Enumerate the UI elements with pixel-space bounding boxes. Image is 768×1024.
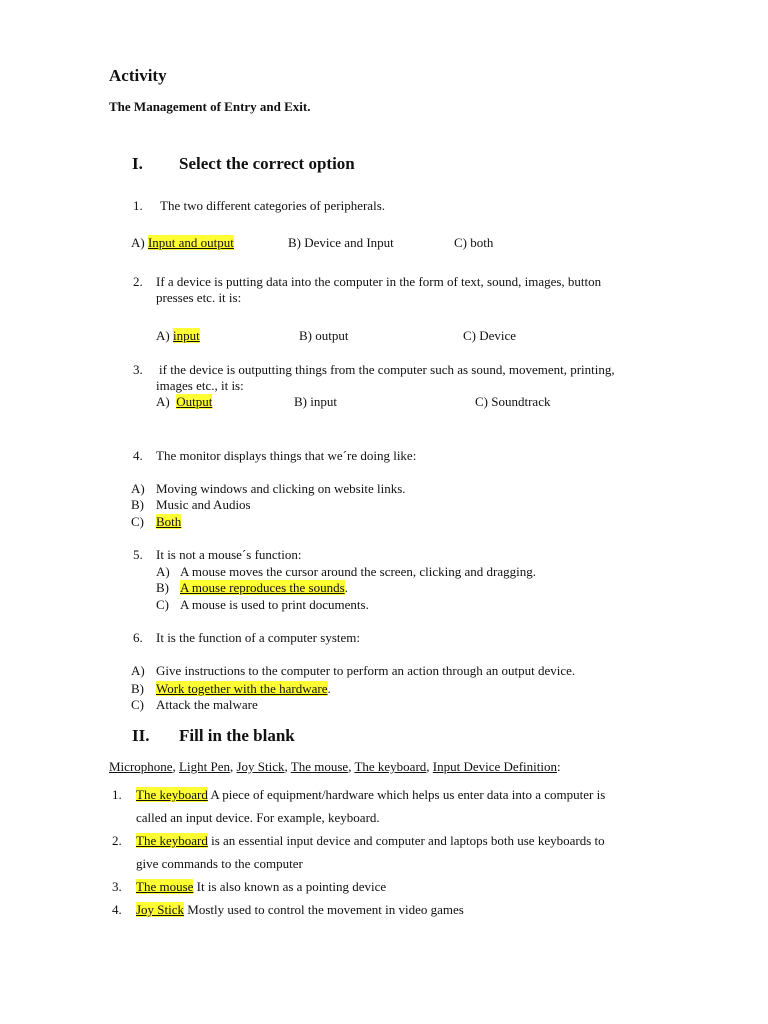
fill-item-1-line1	[136, 787, 605, 803]
q5-answer-highlight: A mouse reproduces the sounds	[180, 580, 345, 595]
word-bank-separator: ,	[284, 759, 291, 774]
q2-option-a-letter: A)	[156, 328, 170, 343]
q4-option-c	[156, 514, 181, 530]
q3-answer-highlight: Output	[176, 394, 213, 409]
fill-item-1-text: A piece of equipment/hardware which helps us enter data into a computer is	[207, 787, 606, 802]
q5-option-a: A mouse moves the cursor around the screen, clicking and dragging.	[180, 564, 536, 579]
q2-answer-highlight: input	[172, 328, 200, 343]
fill-item-4-number: 4.	[112, 902, 122, 917]
q5-option-a-letter: A)	[156, 564, 170, 579]
fill-item-4-text: Mostly used to control the movement in video games	[184, 902, 464, 917]
q6-option-a: Give instructions to the computer to perform an action through an output device.	[156, 663, 576, 678]
q1-option-a-letter: A)	[131, 235, 145, 250]
fill-item-4-line1	[136, 902, 464, 918]
fill-item-3-answer: The mouse	[136, 879, 194, 894]
fill-item-2-answer: The keyboard	[136, 833, 208, 848]
q3-option-c: C) Soundtrack	[475, 394, 551, 409]
q5-option-b	[180, 580, 348, 596]
word-bank-item: Light Pen	[179, 759, 230, 774]
q6-option-b	[156, 681, 331, 697]
q5-option-c: A mouse is used to print documents.	[180, 597, 369, 612]
q3-text-line2: images etc., it is:	[156, 378, 244, 393]
q5-number: 5.	[133, 547, 143, 562]
word-bank-separator: ,	[229, 759, 237, 774]
q2-option-b: B) output	[299, 328, 349, 343]
q6-option-a-letter: A)	[131, 663, 145, 678]
q5-option-b-letter: B)	[156, 580, 169, 595]
q4-option-a: Moving windows and clicking on website links.	[156, 481, 406, 496]
q1-option-a	[131, 235, 234, 251]
fill-item-3-line1	[136, 879, 386, 895]
q6-option-b-tail: .	[327, 681, 331, 696]
fill-item-1-line2: called an input device. For example, keyboard.	[136, 810, 380, 825]
q4-option-b-letter: B)	[131, 497, 144, 512]
q2-number: 2.	[133, 274, 143, 289]
q2-text-line1: If a device is putting data into the computer in the form of text, sound, images, button	[156, 274, 602, 289]
q4-text: The monitor displays things that we´re doing like:	[156, 448, 417, 463]
word-bank-item: Microphone	[109, 759, 173, 774]
q1-answer-highlight: Input and output	[147, 235, 234, 250]
q5-option-b-tail: .	[344, 580, 348, 595]
q4-option-b: Music and Audios	[156, 497, 251, 512]
q6-text: It is the function of a computer system:	[156, 630, 360, 645]
q2-option-a	[156, 328, 200, 344]
fill-item-2-number: 2.	[112, 833, 122, 848]
q6-option-c: Attack the malware	[156, 697, 258, 712]
word-bank-separator: ,	[426, 759, 433, 774]
word-bank-item: Joy Stick	[236, 759, 285, 774]
q5-text: It is not a mouse´s function:	[156, 547, 302, 562]
page-title: Activity	[109, 66, 167, 85]
q4-number: 4.	[133, 448, 143, 463]
word-bank-item: The mouse	[290, 759, 349, 774]
word-bank-item: Input Device Definition	[432, 759, 557, 774]
q6-number: 6.	[133, 630, 143, 645]
q1-option-b: B) Device and Input	[288, 235, 394, 250]
fill-item-2-line2: give commands to the computer	[136, 856, 303, 871]
section-2-heading: Fill in the blank	[179, 726, 295, 745]
q2-text-line2: presses etc. it is:	[156, 290, 242, 305]
section-1-numeral: I.	[132, 154, 143, 173]
q3-option-a	[156, 394, 212, 410]
section-1-heading: Select the correct option	[179, 154, 355, 173]
q3-option-b: B) input	[294, 394, 337, 409]
fill-item-1-number: 1.	[112, 787, 122, 802]
q1-text: The two different categories of peripherals.	[160, 198, 385, 213]
fill-item-3-number: 3.	[112, 879, 122, 894]
q6-option-b-letter: B)	[131, 681, 144, 696]
q1-number: 1.	[133, 198, 143, 213]
q4-option-c-letter: C)	[131, 514, 144, 529]
fill-item-2-text: is an essential input device and computer and laptops both use keyboards to	[207, 833, 605, 848]
q3-number: 3.	[133, 362, 143, 377]
q2-option-c: C) Device	[463, 328, 517, 343]
fill-item-3-text: It is also known as a pointing device	[193, 879, 387, 894]
word-bank-separator: :	[556, 759, 561, 774]
word-bank	[109, 759, 561, 775]
fill-item-2-line1	[136, 833, 605, 849]
page-subtitle: The Management of Entry and Exit.	[109, 99, 311, 114]
q3-text-line1: if the device is outputting things from the computer such as sound, movement, printing,	[159, 362, 615, 377]
word-bank-separator: ,	[348, 759, 355, 774]
fill-item-4-answer: Joy Stick	[136, 902, 185, 917]
q4-option-a-letter: A)	[131, 481, 145, 496]
q5-option-c-letter: C)	[156, 597, 169, 612]
q3-option-a-letter: A)	[156, 394, 170, 409]
fill-item-1-answer: The keyboard	[136, 787, 208, 802]
q6-option-c-letter: C)	[131, 697, 144, 712]
section-2-numeral: II.	[132, 726, 150, 745]
word-bank-separator: ,	[172, 759, 180, 774]
q1-option-c: C) both	[454, 235, 494, 250]
word-bank-item: The keyboard	[354, 759, 427, 774]
q4-answer-highlight: Both	[156, 514, 182, 529]
q6-answer-highlight: Work together with the hardware	[156, 681, 328, 696]
